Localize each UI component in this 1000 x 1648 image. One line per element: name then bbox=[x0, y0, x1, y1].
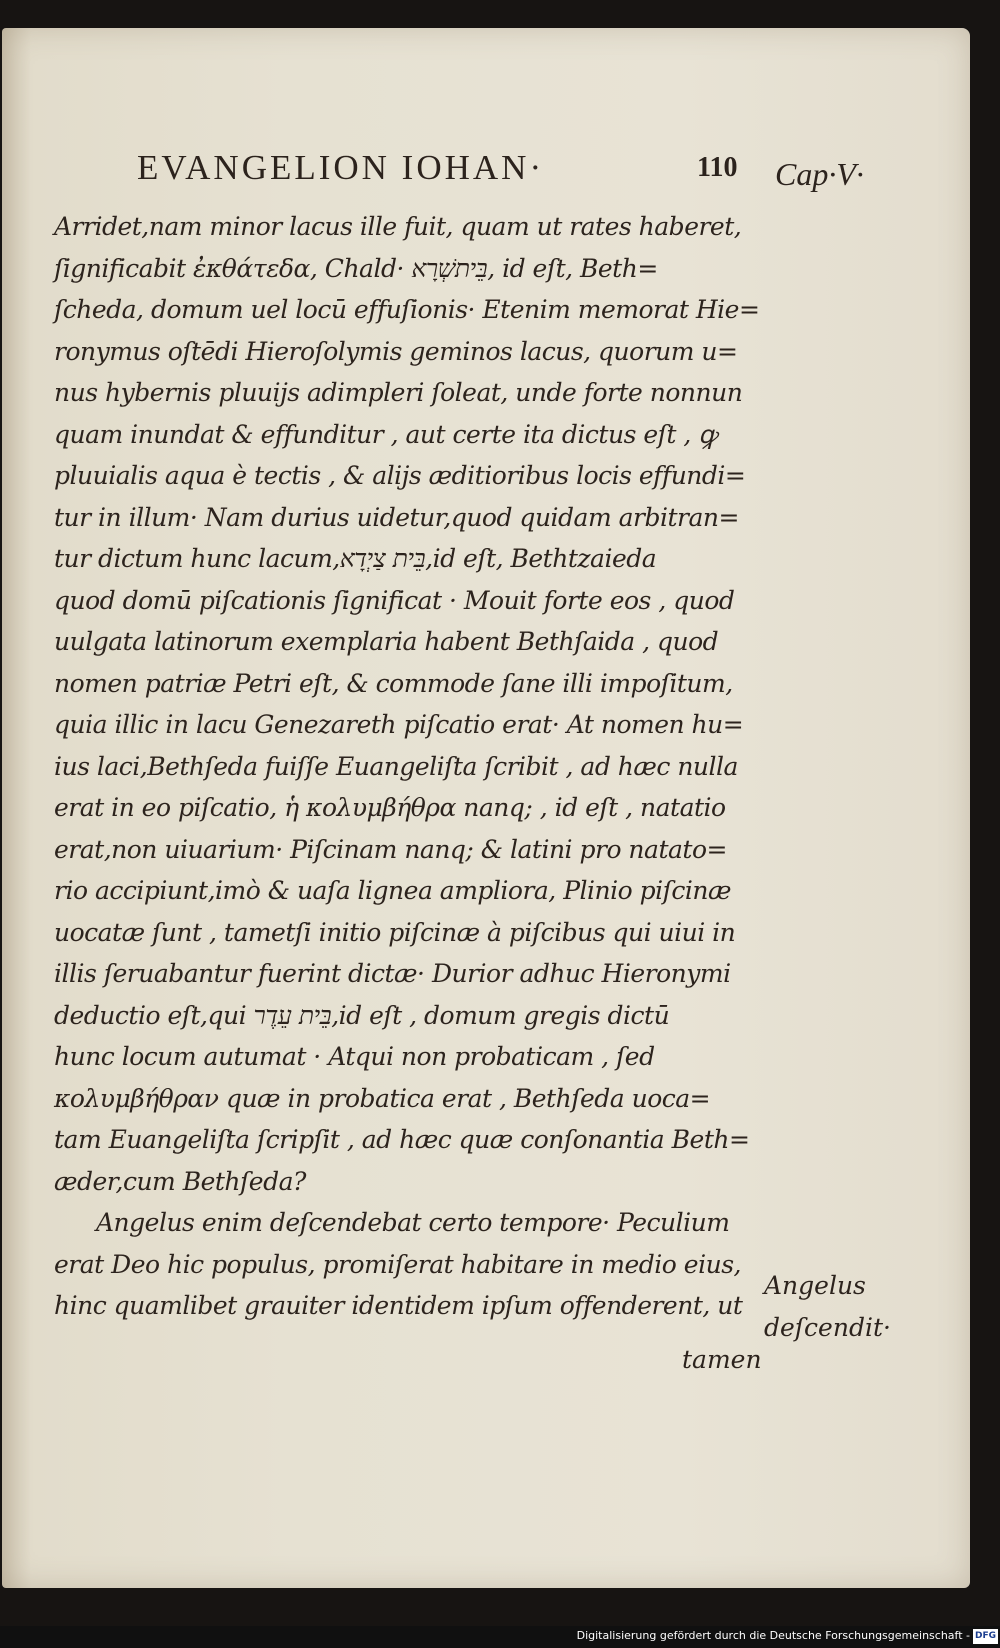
margin-note-line: deſcendit· bbox=[764, 1313, 891, 1342]
text-line: ronymus oſtēdi Hieroſolymis geminos lacus, quorum u= bbox=[54, 336, 738, 366]
book-page bbox=[2, 28, 970, 1588]
catchword: tamen bbox=[682, 1345, 762, 1374]
body-text bbox=[54, 206, 760, 1327]
text-line: quia illic in lacu Genezareth piſcatio erat· At nomen hu= bbox=[54, 710, 744, 739]
margin-note-line: Angelus bbox=[764, 1271, 866, 1300]
text-line: pluuialis aqua è tectis , & alijs æditioribus locis effundi= bbox=[54, 461, 746, 490]
text-line: nomen patriæ Petri eſt, & commode ſane illi impoſitum, bbox=[54, 668, 733, 698]
text-line: tam Euangeliſta ſcripſit , ad hæc quæ conſonantia Beth= bbox=[54, 1125, 750, 1154]
text-line: Arridet,nam minor lacus ille fuit, quam ut rates haberet, bbox=[54, 212, 742, 241]
running-title: EVANGELION IOHAN· bbox=[137, 148, 545, 187]
paragraph-start-line: Angelus enim deſcendebat certo tempore· Peculium bbox=[96, 1208, 730, 1237]
text-line: tur dictum hunc lacum,בֵּית צַיְדָא,id eſt, Bethtzaieda bbox=[54, 544, 657, 573]
footer-credit: Digitalisierung gefördert durch die Deutsche Forschungsgemeinschaft - bbox=[576, 1629, 970, 1642]
text-line: æder,cum Bethſeda? bbox=[54, 1166, 306, 1196]
text-line: quam inundat & effunditur , aut certe ita dictus eſt , ꝙ bbox=[54, 419, 717, 449]
margin-note bbox=[764, 1265, 904, 1349]
running-head bbox=[137, 148, 977, 198]
text-line: rio accipiunt,imò & uaſa lignea ampliora, Plinio piſcinæ bbox=[54, 876, 731, 905]
text-line: tur in illum· Nam durius uidetur,quod quidam arbitran= bbox=[54, 502, 739, 532]
text-line: κολυμβήθραν quæ in probatica erat , Bethſeda uoca= bbox=[54, 1083, 711, 1113]
text-line: erat in eo piſcatio, ἡ κολυμβήθρα nanq; , id eſt , natatio bbox=[54, 793, 726, 822]
dfg-logo: DFG bbox=[973, 1629, 998, 1644]
text-line: erat Deo hic populus, promiſerat habitare in medio eius, bbox=[54, 1249, 741, 1279]
folio-number: 110 bbox=[697, 152, 738, 183]
text-line: deductio eſt,qui בֵּית עֵדֶר,id eſt , domum gregis dictū bbox=[54, 1000, 670, 1030]
text-line: erat,non uiuarium· Piſcinam nanq; & latini pro natato= bbox=[54, 834, 727, 864]
text-line: nus hybernis pluuijs adimpleri ſoleat, unde forte nonnun bbox=[54, 378, 743, 407]
text-line: hunc locum autumat · Atqui non probaticam , ſed bbox=[54, 1042, 655, 1071]
text-line: ius laci,Bethſeda fuiſſe Euangeliſta ſcribit , ad hæc nulla bbox=[54, 751, 738, 781]
chapter-marker: Cap·V· bbox=[775, 156, 864, 192]
text-line: quod domū piſcationis ſignificat · Mouit forte eos , quod bbox=[54, 585, 735, 615]
text-line: uulgata latinorum exemplaria habent Bethſaida , quod bbox=[54, 627, 719, 656]
text-line: illis ſeruabantur fuerint dictæ· Durior adhuc Hieronymi bbox=[54, 959, 731, 988]
text-line: uocatæ ſunt , tametſi initio piſcinæ à piſcibus qui uiui in bbox=[54, 917, 736, 947]
text-line: ſignificabit ἐκθάτεδα, Chald· בֵּיתשְׁרָא, id eſt, Beth= bbox=[54, 253, 658, 283]
digitization-footer bbox=[0, 1626, 1000, 1648]
text-line: ſcheda, domum uel locū effuſionis· Etenim memorat Hie= bbox=[54, 295, 760, 324]
text-line: hinc quamlibet grauiter identidem ipſum offenderent, ut bbox=[54, 1291, 743, 1320]
